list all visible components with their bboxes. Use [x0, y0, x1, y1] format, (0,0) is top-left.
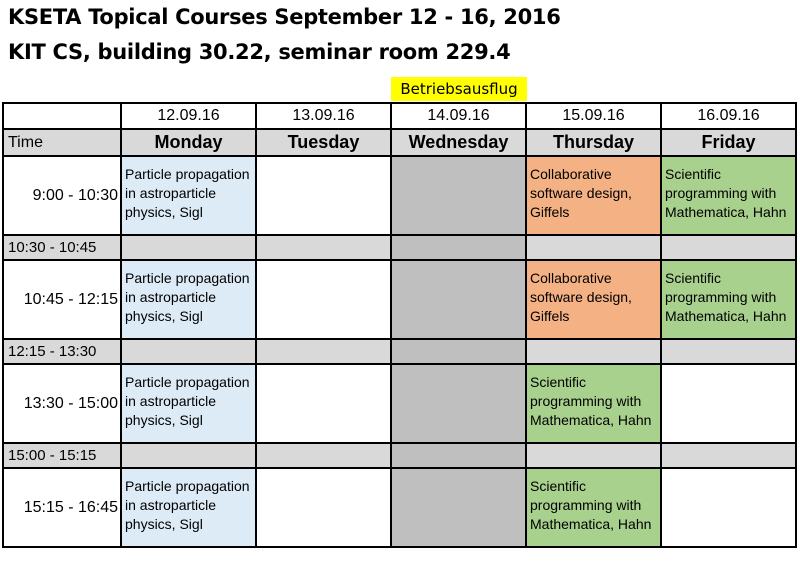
page-subtitle: KIT CS, building 30.22, seminar room 229.4 [8, 40, 511, 64]
break-cell [121, 443, 256, 468]
course-cell-monday: Particle propagation in astroparticle physics, Sigl [121, 260, 256, 339]
course-cell-tuesday [256, 364, 391, 443]
break-cell [121, 235, 256, 260]
date-monday: 12.09.16 [121, 103, 256, 129]
date-tuesday: 13.09.16 [256, 103, 391, 129]
day-monday: Monday [121, 129, 256, 156]
course-cell-friday [661, 468, 796, 547]
date-wednesday: 14.09.16 [391, 103, 526, 129]
day-row [3, 129, 796, 156]
date-row [3, 103, 796, 129]
course-cell-tuesday [256, 468, 391, 547]
break-cell [391, 443, 526, 468]
break-cell [391, 339, 526, 364]
break-cell [661, 235, 796, 260]
course-cell-monday: Particle propagation in astroparticle physics, Sigl [121, 156, 256, 235]
break-cell [256, 443, 391, 468]
break-cell [256, 339, 391, 364]
session-row [3, 156, 796, 235]
course-cell-monday: Particle propagation in astroparticle physics, Sigl [121, 468, 256, 547]
course-cell-monday: Particle propagation in astroparticle physics, Sigl [121, 364, 256, 443]
course-cell-thursday: Collaborative software design, Giffels [526, 260, 661, 339]
schedule-table [2, 102, 797, 548]
course-cell-wednesday [391, 260, 526, 339]
course-cell-thursday: Scientific programming with Mathematica, Hahn [526, 364, 661, 443]
break-cell [661, 339, 796, 364]
time-slot: 13:30 - 15:00 [3, 364, 121, 443]
session-row [3, 468, 796, 547]
break-row [3, 235, 796, 260]
date-thursday: 15.09.16 [526, 103, 661, 129]
break-cell [661, 443, 796, 468]
course-cell-wednesday [391, 364, 526, 443]
course-cell-wednesday [391, 468, 526, 547]
session-row [3, 364, 796, 443]
break-row [3, 443, 796, 468]
course-cell-wednesday [391, 156, 526, 235]
time-slot: 9:00 - 10:30 [3, 156, 121, 235]
course-cell-thursday: Scientific programming with Mathematica, Hahn [526, 468, 661, 547]
day-thursday: Thursday [526, 129, 661, 156]
course-cell-friday: Scientific programming with Mathematica, Hahn [661, 156, 796, 235]
day-friday: Friday [661, 129, 796, 156]
course-cell-tuesday [256, 260, 391, 339]
course-cell-tuesday [256, 156, 391, 235]
break-cell [121, 339, 256, 364]
betriebsausflug-banner: Betriebsausflug [391, 77, 527, 101]
break-time: 10:30 - 10:45 [3, 235, 121, 260]
break-cell [256, 235, 391, 260]
break-row [3, 339, 796, 364]
time-slot: 15:15 - 16:45 [3, 468, 121, 547]
time-header: Time [3, 129, 121, 156]
break-cell [526, 443, 661, 468]
course-cell-thursday: Collaborative software design, Giffels [526, 156, 661, 235]
course-cell-friday [661, 364, 796, 443]
break-time: 12:15 - 13:30 [3, 339, 121, 364]
break-cell [526, 339, 661, 364]
day-wednesday: Wednesday [391, 129, 526, 156]
date-friday: 16.09.16 [661, 103, 796, 129]
time-slot: 10:45 - 12:15 [3, 260, 121, 339]
page-title: KSETA Topical Courses September 12 - 16, 2016 [8, 5, 561, 29]
corner-cell [3, 103, 121, 129]
break-cell [526, 235, 661, 260]
course-cell-friday: Scientific programming with Mathematica, Hahn [661, 260, 796, 339]
session-row [3, 260, 796, 339]
day-tuesday: Tuesday [256, 129, 391, 156]
break-cell [391, 235, 526, 260]
break-time: 15:00 - 15:15 [3, 443, 121, 468]
